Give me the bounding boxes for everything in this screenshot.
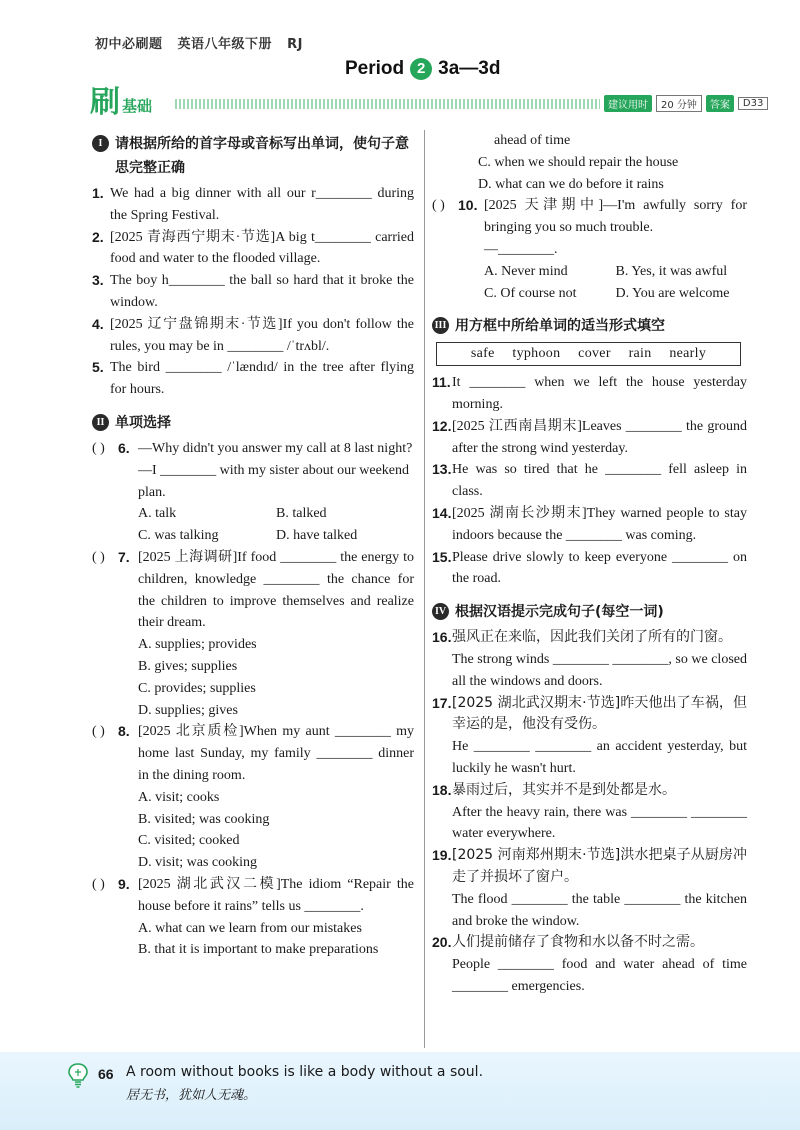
question-19-number: 19.	[432, 847, 452, 864]
question-5	[92, 357, 414, 401]
question-9	[92, 874, 414, 918]
question-13-text: He was so tired that he ________ fell asleep in class.	[452, 462, 747, 500]
question-18	[432, 780, 747, 845]
question-13-number: 13.	[432, 461, 452, 478]
question-4	[92, 314, 414, 358]
question-4-text: [2025 辽宁盘锦期末·节选]If you don't follow the rules, you may be in ________ /ˈtrʌbl/.	[110, 316, 414, 354]
question-10-options	[484, 261, 747, 305]
question-13	[432, 459, 747, 503]
question-15-text: Please drive slowly to keep everyone ________ on the road.	[452, 549, 747, 587]
option-d[interactable]: D. visit; was cooking	[138, 855, 257, 871]
answer-label: 答案	[706, 95, 734, 112]
answer-paren[interactable]: ( )	[92, 549, 105, 565]
question-10-text2: —________.	[484, 241, 558, 257]
question-2-text: [2025 青海西宁期末·节选]A big t________ carried food and water to the flooded village.	[110, 229, 414, 267]
question-1-number: 1.	[92, 185, 104, 201]
question-5-number: 5.	[92, 359, 104, 376]
question-19	[432, 845, 747, 932]
left-column	[92, 130, 414, 961]
option-c[interactable]: C. was talking	[138, 528, 219, 544]
right-column	[432, 130, 747, 998]
question-18-chinese: 暴雨过后，其实并不是到处都是水。	[452, 781, 676, 798]
answer-paren[interactable]: ( )	[432, 198, 445, 214]
question-6-options	[138, 503, 414, 547]
option-a[interactable]: A. supplies; provides	[138, 637, 257, 653]
brand-big-char: 刷	[90, 85, 120, 120]
section-4-title: 根据汉语提示完成句子(每空一词)	[455, 604, 664, 621]
option-d[interactable]: D. You are welcome	[615, 285, 730, 301]
option-a[interactable]: A. Never mind	[484, 263, 568, 279]
question-17-number: 17.	[432, 694, 452, 711]
question-14	[432, 503, 747, 547]
section-1-number: I	[92, 135, 109, 152]
question-15-number: 15.	[432, 548, 452, 565]
series-name: 初中必刷题	[95, 37, 163, 52]
brand-small-text: 基础	[122, 97, 153, 115]
question-12-text: [2025 江西南昌期末]Leaves ________ the ground after the strong wind yesterday.	[452, 418, 747, 456]
option-d[interactable]: D. what can we do before it rains	[478, 176, 664, 192]
option-a[interactable]: A. talk	[138, 506, 177, 522]
option-b[interactable]: B. visited; was cooking	[138, 811, 270, 827]
question-16-english: The strong winds ________ ________, so we closed all the windows and doors.	[452, 651, 747, 689]
question-2-number: 2.	[92, 228, 104, 245]
option-b[interactable]: B. that it is important to make preparations	[138, 942, 379, 958]
question-3	[92, 270, 414, 314]
book-header	[95, 33, 313, 52]
question-19-english: The flood ________ the table ________ the kitchen and broke the window.	[452, 891, 747, 929]
subject-name: 英语八年级下册	[177, 37, 273, 52]
question-18-number: 18.	[432, 781, 452, 798]
section-4-number: IV	[432, 603, 449, 620]
option-a[interactable]: A. visit; cooks	[138, 789, 220, 805]
question-16-chinese: 强风正在来临，因此我们关闭了所有的门窗。	[452, 629, 732, 646]
question-20	[432, 932, 747, 997]
question-10-number: 10.	[458, 197, 478, 214]
question-4-number: 4.	[92, 315, 104, 332]
question-14-number: 14.	[432, 504, 452, 521]
question-14-text: [2025 湖南长沙期末]They warned people to stay indoors because the ________ was coming.	[452, 505, 747, 543]
question-7-text: [2025 上海调研]If food ________ the energy to children, knowledge ________ the chance for the children to improve themselves and realize their dream.	[138, 549, 414, 631]
question-19-chinese: [2025 河南郑州期末·节选]洪水把桌子从厨房冲走了并损坏了窗户。	[452, 847, 747, 885]
period-range: 3a—3d	[438, 58, 501, 79]
question-3-text: The boy h________ the ball so hard that it broke the window.	[110, 273, 414, 310]
question-10	[432, 195, 747, 239]
question-12-number: 12.	[432, 417, 452, 434]
question-8	[92, 721, 414, 786]
question-6-number: 6.	[118, 439, 130, 456]
question-9-number: 9.	[118, 875, 130, 892]
question-6	[92, 438, 414, 460]
question-10-text: [2025 天津期中]—I'm awfully sorry for bringing you so much trouble.	[484, 198, 747, 236]
section-4-heading	[432, 600, 747, 624]
time-info	[604, 95, 768, 112]
period-number-badge: 2	[410, 58, 432, 80]
question-11-text: It ________ when we left the house yesterday morning.	[452, 375, 747, 412]
footer-quote-english: A room without books is like a body without a soul.	[126, 1064, 484, 1080]
option-b[interactable]: B. talked	[276, 506, 327, 522]
lightbulb-icon	[67, 1062, 89, 1088]
question-17	[432, 693, 747, 780]
brand-logo	[90, 85, 153, 120]
section-1-heading	[92, 132, 414, 180]
question-15	[432, 547, 747, 591]
option-c[interactable]: C. provides; supplies	[138, 680, 256, 696]
question-16	[432, 627, 747, 692]
option-b-continued: ahead of time	[494, 133, 571, 148]
question-2	[92, 227, 414, 271]
page-number: 66	[98, 1066, 114, 1082]
question-1	[92, 183, 414, 227]
question-8-text: [2025 北京质检]When my aunt ________ my home last Sunday, my family ________ dinner in the dining room.	[138, 724, 414, 783]
question-1-text: We had a big dinner with all our r________ during the Spring Festival.	[110, 186, 414, 223]
question-11-number: 11.	[432, 374, 451, 391]
question-6-text2: —I ________ with my sister about our weekend plan.	[138, 462, 410, 500]
suggest-time-value: 20 分钟	[656, 95, 702, 112]
suggest-time-label: 建议用时	[604, 95, 652, 112]
section-3-title: 用方框中所给单词的适当形式填空	[455, 318, 665, 335]
section-2-heading	[92, 411, 414, 435]
option-d[interactable]: D. have talked	[276, 528, 358, 544]
question-20-number: 20.	[432, 934, 452, 951]
word-box: safe typhoon cover rain nearly	[436, 342, 741, 366]
question-11	[432, 372, 747, 416]
column-divider	[424, 130, 425, 1048]
question-8-number: 8.	[118, 723, 130, 740]
question-12	[432, 416, 747, 460]
edition-label: RJ	[287, 37, 303, 52]
section-3-heading	[432, 314, 747, 338]
decorative-stripe	[175, 99, 600, 109]
question-6-text: —Why didn't you answer my call at 8 last night?	[138, 440, 413, 456]
section-2-title: 单项选择	[115, 414, 171, 431]
question-3-number: 3.	[92, 272, 104, 289]
option-b[interactable]: B. gives; supplies	[138, 658, 238, 674]
footer-quote-chinese: 居无书，犹如人无魂。	[126, 1088, 257, 1103]
option-c[interactable]: C. Of course not	[484, 285, 577, 301]
question-7-number: 7.	[118, 548, 130, 565]
page-footer	[0, 1052, 800, 1130]
question-20-chinese: 人们提前储存了食物和水以备不时之需。	[452, 934, 704, 951]
answer-paren[interactable]: ( )	[92, 876, 105, 892]
question-5-text: The bird ________ /ˈlændɪd/ in the tree after flying for hours.	[110, 360, 414, 398]
section-2-number: II	[92, 414, 109, 431]
period-title	[345, 58, 500, 80]
question-20-english: People ________ food and water ahead of time ________ emergencies.	[452, 957, 747, 994]
question-17-chinese: [2025 湖北武汉期末·节选]昨天他出了车祸，但幸运的是，他没有受伤。	[452, 694, 747, 733]
answer-page: D33	[738, 97, 768, 110]
question-16-number: 16.	[432, 629, 452, 646]
option-d[interactable]: D. supplies; gives	[138, 702, 238, 718]
question-9-text: [2025 湖北武汉二模]The idiom “Repair the house before it rains” tells us ________.	[138, 876, 414, 914]
question-18-english: After the heavy rain, there was ________ ________ water everywhere.	[452, 804, 747, 842]
option-a[interactable]: A. what can we learn from our mistakes	[138, 920, 362, 936]
question-17-english: He ________ ________ an accident yesterday, but luckily he wasn't hurt.	[452, 739, 747, 776]
option-c[interactable]: C. when we should repair the house	[478, 154, 679, 170]
section-3-number: III	[432, 317, 449, 334]
question-7	[92, 547, 414, 634]
answer-paren[interactable]: ( )	[92, 724, 105, 740]
period-prefix: Period	[345, 58, 405, 79]
section-1-title: 请根据所给的首字母或音标写出单词，使句子意思完整正确	[115, 136, 409, 176]
option-c[interactable]: C. visited; cooked	[138, 833, 240, 849]
option-b[interactable]: B. Yes, it was awful	[615, 263, 728, 279]
answer-paren[interactable]: ( )	[92, 440, 105, 456]
